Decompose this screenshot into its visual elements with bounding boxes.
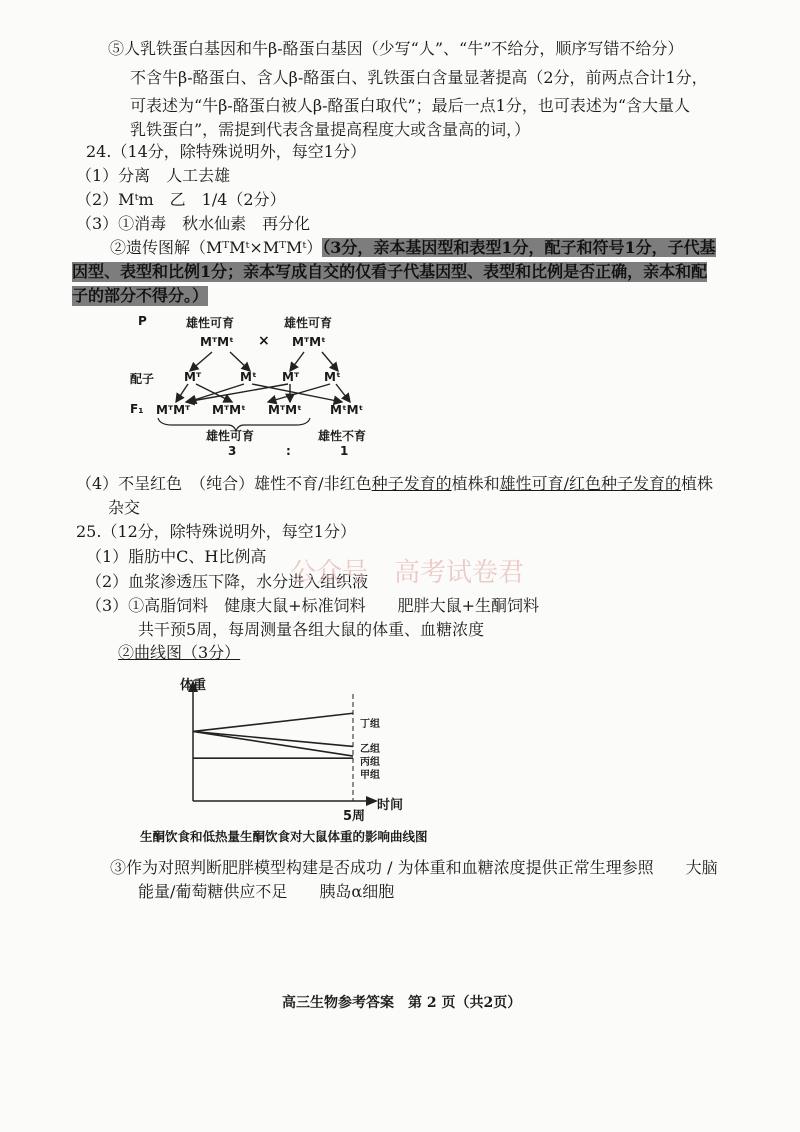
offspring-1: MᵀMᵀ bbox=[156, 403, 191, 417]
series-label-jia: 甲组 bbox=[360, 770, 380, 781]
q24-answer-4-mid: 植株和 bbox=[451, 474, 500, 493]
cross-sign: × bbox=[258, 333, 270, 349]
q24-highlight-3: 子的部分不得分。） bbox=[72, 286, 209, 305]
x-axis-label: 时间 bbox=[377, 798, 404, 813]
ratio-left: 3 bbox=[228, 444, 237, 458]
parent1-genotype: MᵀMᵗ bbox=[200, 335, 234, 349]
sterile-phenotype: 雄性不育 bbox=[318, 429, 367, 443]
q24-answer-3-2-text: ②遗传图解（MᵀMᵗ×MᵀMᵗ） bbox=[110, 238, 323, 257]
q24-answer-1: （1）分离 人工去雄 bbox=[76, 166, 231, 185]
ratio-right: 1 bbox=[340, 444, 349, 458]
q25-answer-3-3-line2: 能量/葡萄糖供应不足 胰岛α细胞 bbox=[138, 882, 395, 901]
q24-highlight-1: （3分，亲本基因型和表型1分，配子和符号1分，子代基 bbox=[322, 238, 716, 257]
q24-header: 24.（14分，除特殊说明外，每空1分） bbox=[86, 142, 366, 161]
y-axis-label: 体重 bbox=[180, 678, 207, 693]
series-label-bing: 丙组 bbox=[360, 757, 380, 768]
fertile-phenotype: 雄性可育 bbox=[206, 429, 255, 443]
series-label-yi: 乙组 bbox=[360, 744, 380, 755]
q25-answer-3-cont: 共干预5周，每周测量各组大鼠的体重、血糖浓度 bbox=[138, 620, 485, 639]
q24-answer-4-prefix: （4）不呈红色 （纯合）雄性不育/非红色 bbox=[76, 474, 372, 493]
parent2-phenotype: 雄性可育 bbox=[284, 316, 333, 330]
q25-answer-3-3-line1: ③作为对照判断肥胖模型构建是否成功 / 为体重和血糖浓度提供正常生理参照 大脑 bbox=[110, 858, 718, 877]
chart-axes bbox=[188, 680, 378, 806]
watermark: 公众号 高考试卷君 bbox=[290, 558, 525, 588]
offspring-4: MᵗMᵗ bbox=[330, 403, 364, 417]
q25-answer-2: （2）血浆渗透压下降，水分进入组织液 bbox=[86, 572, 369, 591]
item5-line1: ⑤人乳铁蛋白基因和牛β-酪蛋白基因（少写“人”、“牛”不给分，顺序写错不给分） bbox=[108, 39, 684, 58]
chart-title: 生酮饮食和低热量生酮饮食对大鼠体重的影响曲线图 bbox=[140, 829, 428, 844]
series-label-ding: 丁组 bbox=[360, 719, 380, 730]
q24-answer-3: （3）①消毒 秋水仙素 再分化 bbox=[76, 214, 311, 233]
q25-answer-3-2: ②曲线图（3分） bbox=[118, 643, 241, 662]
q24-answer-4-underline-2: 雄性可育/红色种子发育的 bbox=[499, 474, 682, 493]
q25-answer-3: （3）①高脂饲料 健康大鼠+标准饲料 肥胖大鼠+生酮饲料 bbox=[86, 596, 539, 615]
item5-line2: 不含牛β-酪蛋白、含人β-酪蛋白、乳铁蛋白含量显著提高（2分，前两点合计1分， bbox=[130, 68, 708, 87]
q24-answer-2: （2）Mᵗm 乙 1/4（2分） bbox=[76, 190, 286, 209]
gamete-label: 配子 bbox=[130, 372, 155, 386]
parent1-phenotype: 雄性可育 bbox=[186, 316, 235, 330]
offspring-3: MᵀMᵗ bbox=[268, 403, 302, 417]
item5-line4: 乳铁蛋白”，需提到代表含量提高程度大或含量高的词，） bbox=[130, 120, 531, 139]
ratio-colon: : bbox=[286, 444, 291, 458]
q24-highlight-2: 因型、表型和比例1分；亲本写成自交的仅看子代基因型、表型和比例是否正确，亲本和配 bbox=[72, 262, 708, 281]
q25-header: 25.（12分，除特殊说明外，每空1分） bbox=[76, 522, 356, 541]
f1-label: F₁ bbox=[130, 402, 144, 416]
series-line-0 bbox=[193, 713, 353, 731]
q24-answer-4-suffix: 植株 bbox=[681, 474, 714, 493]
gamete-4: Mᵗ bbox=[324, 370, 341, 384]
q24-answer-4-line2: 杂交 bbox=[108, 498, 141, 517]
chart-series bbox=[193, 713, 353, 758]
q24-answer-4-underline-1: 种子发育的 bbox=[371, 474, 452, 493]
item5-line3: 可表述为“牛β-酪蛋白被人β-酪蛋白取代”；最后一点1分，也可表述为“含大量人 bbox=[130, 96, 691, 115]
page-footer: 高三生物参考答案 第 2 页（共2页） bbox=[282, 995, 522, 1011]
p-label: P bbox=[138, 314, 147, 328]
q25-answer-1: （1）脂肪中C、H比例高 bbox=[86, 547, 267, 566]
offspring-2: MᵀMᵗ bbox=[212, 403, 246, 417]
x-tick-week5: 5周 bbox=[343, 809, 366, 824]
parent2-genotype: MᵀMᵗ bbox=[292, 335, 326, 349]
gamete-1: Mᵀ bbox=[184, 370, 202, 384]
gamete-2: Mᵗ bbox=[240, 370, 257, 384]
gamete-3: Mᵀ bbox=[282, 370, 300, 384]
